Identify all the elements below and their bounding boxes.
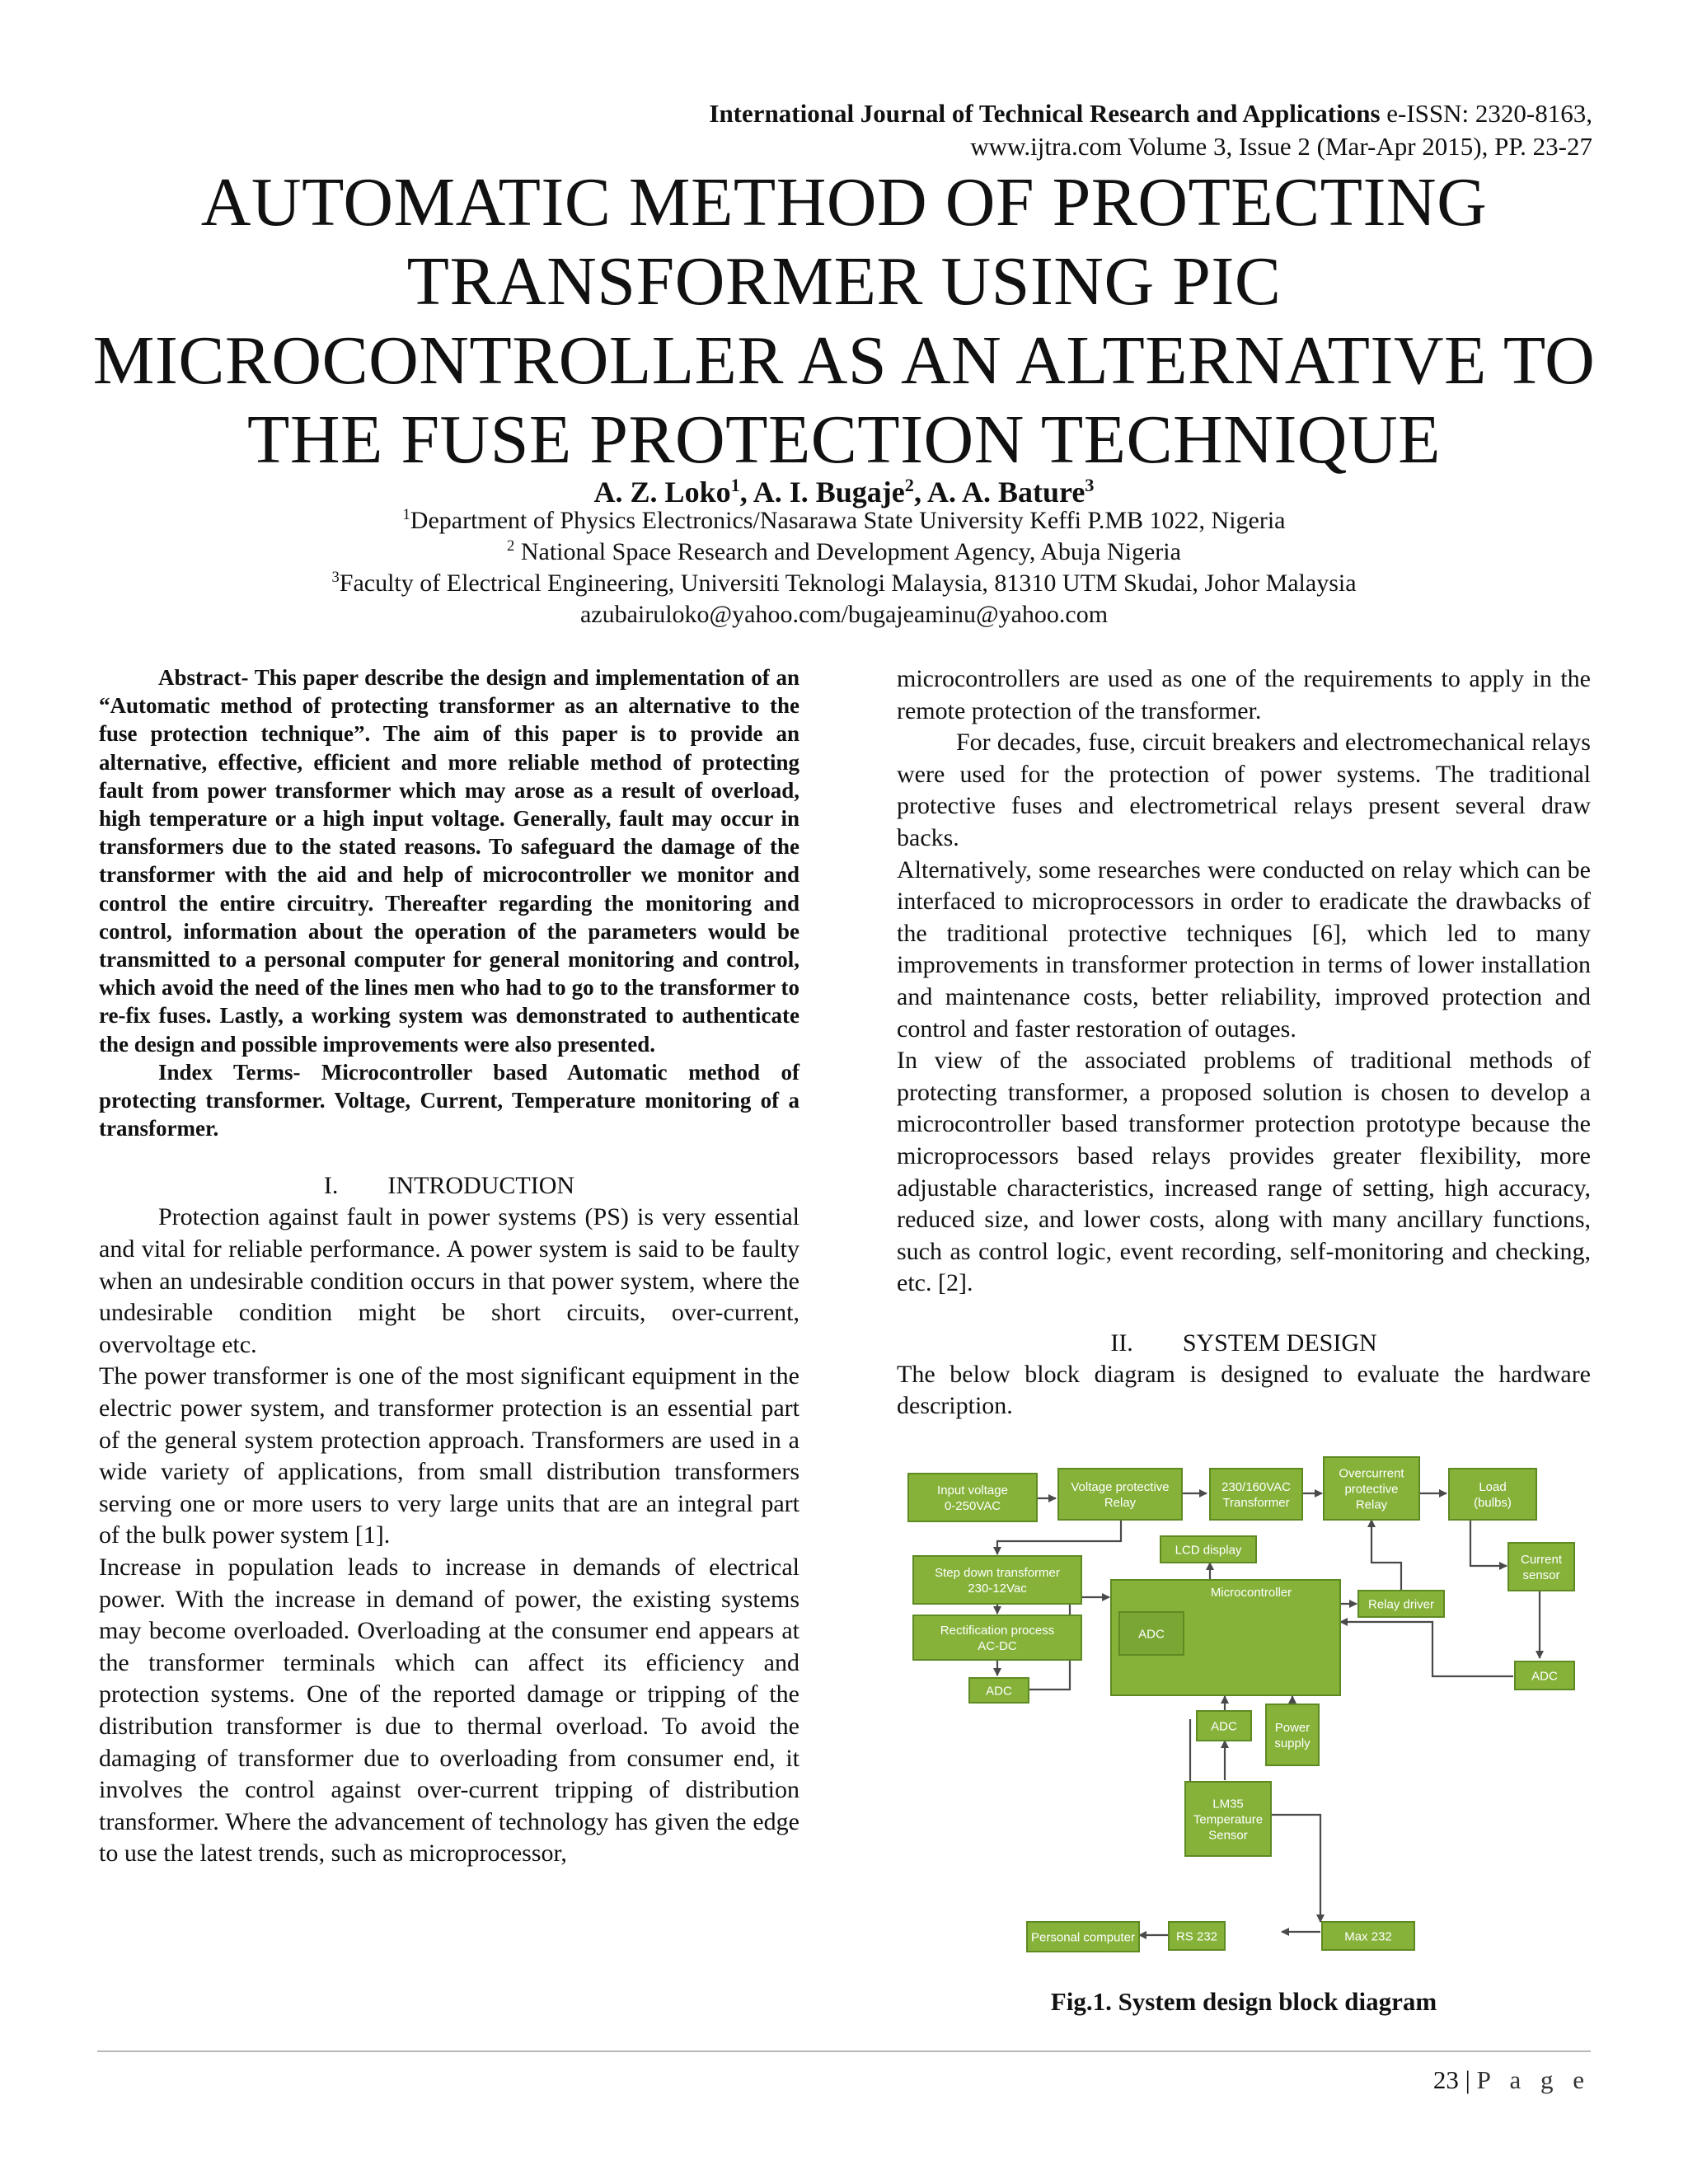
block-stepdown: [913, 1556, 1081, 1604]
block-label: Sensor: [1208, 1828, 1248, 1843]
block-diagram: [897, 1451, 1591, 1978]
journal-issn: e-ISSN: 2320-8163,: [1380, 99, 1592, 128]
paper-title: [82, 163, 1606, 480]
email-line: azubairuloko@yahoo.com/bugajeaminu@yahoo.com: [579, 601, 1109, 628]
block-relay-driver: [1358, 1591, 1444, 1617]
page-label: P a g e: [1476, 2065, 1591, 2094]
block-label: ADC: [1138, 1627, 1165, 1642]
block-label: Power: [1274, 1720, 1311, 1735]
author-list: A. Z. Loko$^1$, A. I. Bugaje$^2$, A. A. Bature$^3$: [593, 475, 1095, 509]
author-name: A. I. Bugaje: [753, 476, 905, 509]
block-label: ADC: [1531, 1669, 1558, 1684]
block-label: RS 232: [1175, 1929, 1218, 1944]
block-label: Relay: [1104, 1495, 1137, 1510]
left-column: [99, 663, 799, 1870]
block-label: Relay: [1355, 1497, 1388, 1512]
block-rectification: [913, 1615, 1081, 1660]
block-label: Rectification process: [940, 1623, 1055, 1638]
block-pc: [1027, 1922, 1139, 1952]
title-line: MICROCONTROLLER AS AN ALTERNATIVE TO: [92, 322, 1596, 399]
paragraph: For decades, fuse, circuit breakers and electromechanical relays were used for the protection of power systems. The traditional protective fuses and electrometrical relays present several draw backs.: [897, 729, 1591, 851]
block-overcurrent-relay: [1324, 1457, 1419, 1520]
section-heading-system-design: II. SYSTEM DESIGN: [1110, 1329, 1377, 1357]
block-lcd: [1160, 1536, 1256, 1563]
paragraph: In view of the associated problems of traditional methods of protecting transformer, a proposed solution is chosen to develop a microcontroller based transformer protection prototype because the microprocessors based relays provides greater flexibility, more adjustable characteristics, increased range of setting, high accuracy, reduced size, and lower costs, along with many ancillary functions, such as control logic, event recording, self-monitoring and checking, etc. [2].: [897, 1047, 1591, 1297]
author-sup: 3: [1085, 475, 1095, 495]
author-sup: 2: [904, 475, 914, 495]
block-transformer: [1210, 1469, 1302, 1520]
block-label: protective: [1344, 1482, 1399, 1497]
affiliation-line: $^2$ National Space Research and Development Agency, Abuja Nigeria: [507, 537, 1181, 565]
page-number: [1433, 2064, 1591, 2097]
block-power-supply: [1266, 1704, 1319, 1765]
block-label: ADC: [986, 1684, 1012, 1699]
block-label: LM35: [1212, 1797, 1244, 1811]
block-label: Personal computer: [1031, 1930, 1135, 1945]
paragraph: The power transformer is one of the most significant equipment in the electric power system, and transformer protection is an essential part of the general system protection approach. Transformers are used in a wide variety of applications, from small distribution transformers serving one or more users to very large units that are an integral part of the bulk power system [1].: [99, 1362, 799, 1549]
section-heading-introduction: I. INTRODUCTION: [323, 1172, 575, 1200]
block-label: LCD display: [1175, 1543, 1242, 1558]
block-label: Microcontroller: [1210, 1586, 1292, 1600]
block-voltage-relay: [1058, 1469, 1182, 1520]
journal-header: [709, 97, 1592, 163]
paragraph: microcontrollers are used as one of the requirements to apply in the remote protection of the transformer.: [897, 665, 1591, 724]
abstract-block: [99, 663, 799, 1142]
block-label: 0-250VAC: [944, 1498, 1001, 1513]
author-name: A. A. Bature: [926, 476, 1085, 509]
block-label: Voltage protective: [1071, 1479, 1170, 1494]
block-label: Max 232: [1344, 1929, 1392, 1944]
title-line: THE FUSE PROTECTION TECHNIQUE: [247, 401, 1441, 478]
figure-caption: Fig.1. System design block diagram: [1050, 1987, 1437, 2016]
author-name: A. Z. Loko: [593, 476, 731, 509]
block-label: Temperature: [1193, 1812, 1264, 1827]
block-adc-bottom: [1197, 1711, 1251, 1741]
block-label: ADC: [1211, 1719, 1237, 1734]
block-rs232: [1169, 1922, 1225, 1950]
block-label: (bulbs): [1474, 1495, 1512, 1510]
block-max232: [1322, 1922, 1414, 1950]
block-label: Overcurrent: [1339, 1466, 1404, 1481]
block-adc-left: [969, 1678, 1029, 1703]
block-input-voltage: [908, 1474, 1037, 1521]
abstract-text: Abstract- This paper describe the design and implementation of an “Automatic method of protecting transformer as an alternative to the fuse protection technique”. The aim of this paper is to provide an alternative, effective, efficient and more reliable method of protecting fault from power transformer which may arose as a result of overload, high temperature or a high input voltage. Generally, fault may occur in transformers due to the stated reasons. To safeguard the damage of the transformer with the aid and help of microcontroller we monitor and control the entire circuitry. Thereafter regarding the monitoring and control, information about the operation of the parameters would be transmitted to a personal computer for general monitoring and control, which avoid the need of the lines men who had to go to the transformer to re-fix fuses. Lastly, a working system was demonstrated to authenticate the design and possible improvements were also presented.: [99, 665, 799, 1057]
journal-name: International Journal of Technical Research and Applications: [709, 99, 1381, 128]
paragraph: Increase in population leads to increase in demands of electrical power. With the increase in demand of power, the existing systems may become overloaded. Overloading at the consumer end appears at the transformer terminals which can affect its efficiency and protection systems. One of the reported damage or tripping of the distribution transformer is due to thermal overload. To avoid the damaging of transformer due to overloading from consumer end, it involves the control against over-current tripping of distribution transformer. Where the advancement of technology has given the edge to use the latest trends, such as microprocessor,: [99, 1553, 799, 1868]
footer-divider: [97, 2050, 1591, 2052]
index-terms: Index Terms- Microcontroller based Automatic method of protecting transformer. Voltage, Current, Temperature monitoring of a transformer.: [99, 1059, 799, 1141]
title-line: AUTOMATIC METHOD OF PROTECTING: [200, 164, 1488, 241]
paragraph: Alternatively, some researches were conducted on relay which can be interfaced to microprocessors in order to eradicate the drawbacks of the traditional protective techniques [6], which led to many improvements in transformer protection in terms of lower installation and maintenance costs, better reliability, improved protection and control and faster restoration of outages.: [897, 855, 1591, 1043]
block-label: Load: [1479, 1479, 1507, 1494]
diagram-blocks: [908, 1457, 1574, 1952]
title-line: TRANSFORMER USING PIC: [406, 243, 1282, 320]
affiliations: [0, 505, 1688, 630]
block-label: 230-12Vac: [968, 1581, 1027, 1596]
block-label: sensor: [1522, 1568, 1560, 1582]
block-label: AC-DC: [978, 1638, 1017, 1653]
block-label: supply: [1274, 1736, 1311, 1750]
block-temp-sensor: [1185, 1782, 1271, 1856]
block-label: 230/160VAC: [1221, 1479, 1291, 1494]
block-label: Step down transformer: [935, 1565, 1060, 1580]
affiliation-line: $^1$Department of Physics Electronics/Nasarawa State University Keffi P.MB 1022, Nigeria: [402, 506, 1286, 534]
journal-volume: www.ijtra.com Volume 3, Issue 2 (Mar-Apr 2015), PP. 23-27: [970, 132, 1592, 161]
right-column: [897, 663, 1591, 1422]
block-label: Current: [1520, 1552, 1563, 1567]
affiliation-line: $^3$Faculty of Electrical Engineering, Universiti Teknologi Malaysia, 81310 UTM Skudai, Johor Malaysia: [331, 569, 1357, 597]
block-label: Relay driver: [1367, 1597, 1435, 1612]
paragraph: Protection against fault in power systems (PS) is very essential and vital for reliable performance. A power system is said to be faulty when an undesirable condition occurs in that power system, where the undesirable condition might be short circuits, over-current, overvoltage etc.: [99, 1203, 799, 1358]
block-adc-right: [1515, 1661, 1574, 1690]
block-current-sensor: [1508, 1543, 1574, 1591]
block-load: [1449, 1469, 1536, 1520]
block-mcu-adc: [1119, 1612, 1184, 1655]
block-label: Transformer: [1222, 1495, 1290, 1510]
block-label: Input voltage: [937, 1483, 1008, 1497]
page-number-value: 23 |: [1432, 2065, 1477, 2094]
author-sup: 1: [730, 475, 740, 495]
paragraph: The below block diagram is designed to evaluate the hardware description.: [897, 1360, 1591, 1420]
